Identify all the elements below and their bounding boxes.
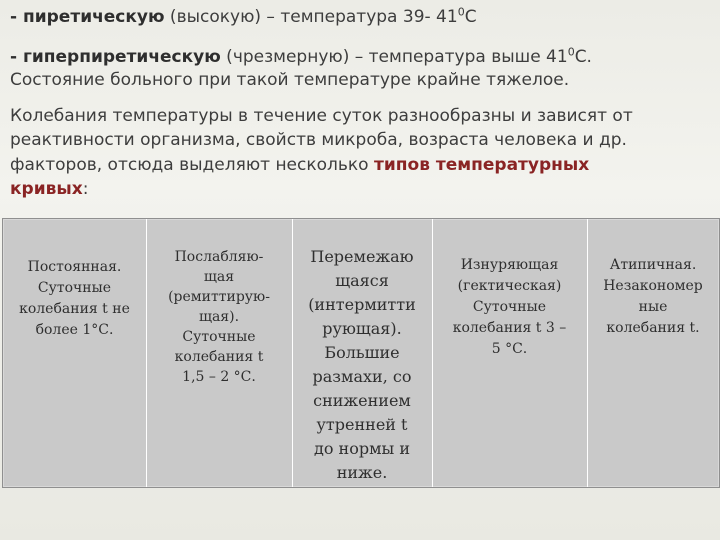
cell-atypical xyxy=(587,255,719,339)
cell-line: Атипичная. xyxy=(609,257,697,273)
cell-line: щая). xyxy=(198,309,240,325)
cell-line: ные xyxy=(638,299,668,315)
unit: С. xyxy=(574,47,592,67)
text-line-fluctuations-4 xyxy=(10,178,88,200)
dash: - xyxy=(10,7,23,27)
cell-line: 5 °С. xyxy=(491,341,528,357)
text-line-fluctuations-1: Колебания температуры в течение суток разнообразны и зависят от xyxy=(10,106,633,126)
cell-line: (интермитти xyxy=(308,295,416,314)
cell-line: до нормы и xyxy=(313,439,411,458)
cell-constant xyxy=(3,257,146,341)
cell-line: Суточные xyxy=(182,329,256,345)
cell-line: снижением xyxy=(313,391,411,410)
text-line-condition: Состояние больного при такой температуре крайне тяжелое. xyxy=(10,70,570,90)
highlight-curves: кривых xyxy=(10,179,83,199)
cell-line: ниже. xyxy=(336,463,388,482)
cell-line: Суточные xyxy=(472,299,547,315)
cell-line: рующая). xyxy=(322,319,402,338)
cell-line: Послабляю- xyxy=(174,249,264,265)
cell-hectic xyxy=(432,255,587,360)
cell-line: колебания t не xyxy=(19,301,130,317)
temperature-curves-table xyxy=(2,218,720,488)
cell-intermittent xyxy=(292,245,432,485)
cell-line: Большие xyxy=(324,343,400,362)
cell-line: (гектическая) xyxy=(457,278,562,294)
cell-line: щая xyxy=(203,269,235,285)
cell-line: более 1°С. xyxy=(35,322,114,338)
cell-remittent xyxy=(146,247,292,387)
text-line-hyperpyretic xyxy=(10,46,592,68)
dash: - xyxy=(10,47,23,67)
text-line-fluctuations-3 xyxy=(10,154,589,176)
plain-text: факторов, отсюда выделяют несколько xyxy=(10,155,374,175)
cell-line: утренней t xyxy=(316,415,408,434)
colon: : xyxy=(82,179,89,199)
term-hyperpyretic: гиперпиретическую xyxy=(22,47,221,67)
cell-line: колебания t xyxy=(174,349,264,365)
text-line-fluctuations-2: реактивности организма, свойств микроба, возраста человека и др. xyxy=(10,130,627,150)
degree-sup: 0 xyxy=(567,45,575,59)
cell-line: Незакономер xyxy=(603,278,703,294)
unit: С xyxy=(464,7,477,27)
cell-line: Изнуряющая xyxy=(460,257,559,273)
cell-line: (ремиттирую- xyxy=(168,289,270,305)
term-pyretic: пиретическую xyxy=(22,7,165,27)
text-line-pyretic xyxy=(10,6,477,28)
degree-sup: 0 xyxy=(457,5,465,19)
pyretic-description: (высокую) – температура 39- 41 xyxy=(164,7,458,27)
cell-line: колебания t 3 – xyxy=(452,320,567,336)
cell-line: Перемежаю xyxy=(310,247,414,266)
cell-line: Суточные xyxy=(37,280,112,296)
cell-line: Постоянная. xyxy=(27,259,122,275)
highlight-curve-types: типов температурных xyxy=(374,155,590,175)
cell-line: колебания t. xyxy=(606,320,700,336)
cell-line: размахи, со xyxy=(312,367,412,386)
cell-line: щаяся xyxy=(335,271,389,290)
hyperpyretic-description: (чрезмерную) – температура выше 41 xyxy=(220,47,568,67)
cell-line: 1,5 – 2 °С. xyxy=(182,369,256,385)
